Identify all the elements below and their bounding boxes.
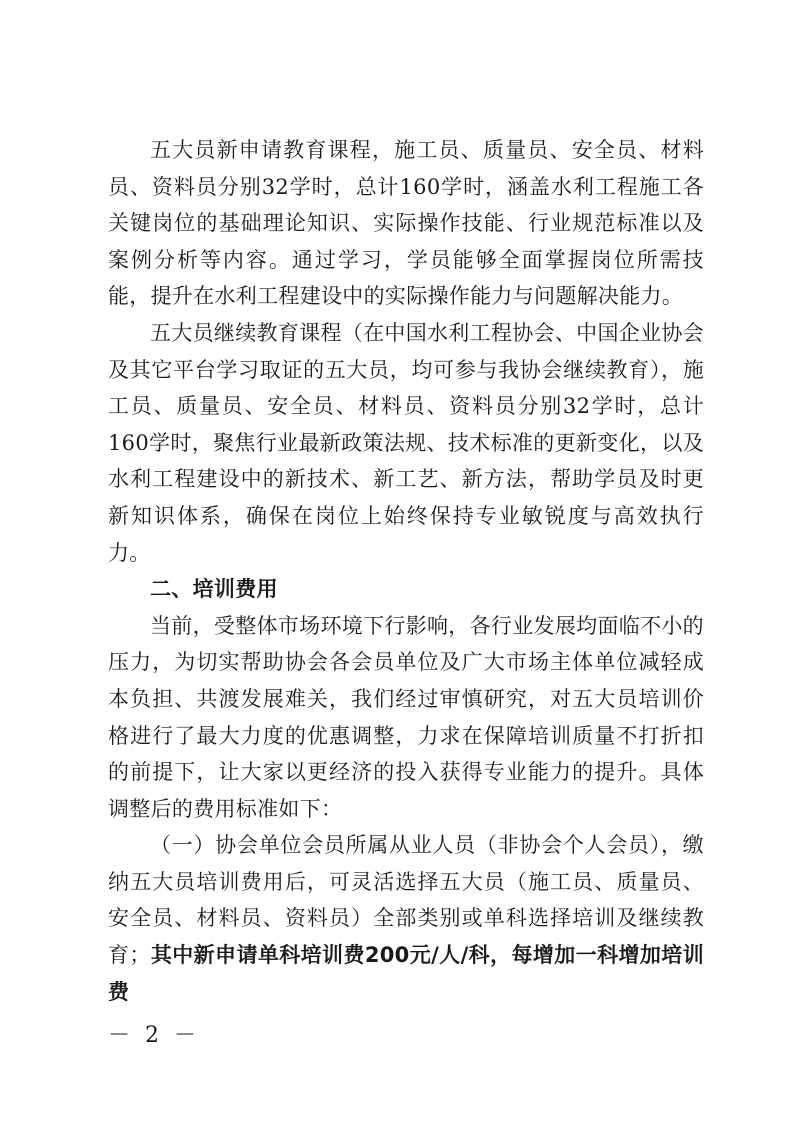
section-heading-training-fees: 二、培训费用 (150, 577, 278, 602)
paragraph-new-application-courses: 五大员新申请教育课程，施工员、质量员、安全员、材料员、资料员分别32学时，总计160学时，涵盖水利工程施工各关键岗位的基础理论知识、实际操作技能、行业规范标准以及案例分析等内容。通过学习，学员能够全面掌握岗位所需技能，提升在水利工程建设中的实际操作能力与问题解决能力。 (108, 138, 704, 309)
document-body (108, 132, 704, 1010)
paragraph-continuing-education-courses: 五大员继续教育课程（在中国水利工程协会、中国企业协会及其它平台学习取证的五大员，均可参与我协会继续教育），施工员、质量员、安全员、材料员、资料员分别32学时，总计160学时，聚焦行业最新政策法规、技术标准的更新变化，以及水利工程建设中的新技术、新工艺、新方法，帮助学员及时更新知识体系，确保在岗位上始终保持专业敏锐度与高效执行力。 (108, 320, 704, 565)
item-one-text: （一）协会单位会员所属从业人员（非协会个人会员），缴纳五大员培训费用后，可灵活选择五大员（施工员、质量员、安全员、材料员、资料员）全部类别或单科选择培训及继续教育； (108, 833, 704, 968)
paragraph-item-one (108, 827, 704, 1010)
item-one-bold-fee-text: 其中新申请单科培训费200元/人/科，每增加一科增加培训费 (108, 943, 704, 1004)
page-number: － 2 － (108, 1023, 200, 1048)
paragraph-fee-intro: 当前，受整体市场环境下行影响，各行业发展均面临不小的压力，为切实帮助协会各会员单位及广大市场主体单位减轻成本负担、共渡发展难关，我们经过审慎研究，对五大员培训价格进行了最大力度的优惠调整，力求在保障培训质量不打折扣的前提下，让大家以更经济的投入获得专业能力的提升。具体调整后的费用标准如下： (108, 613, 704, 821)
